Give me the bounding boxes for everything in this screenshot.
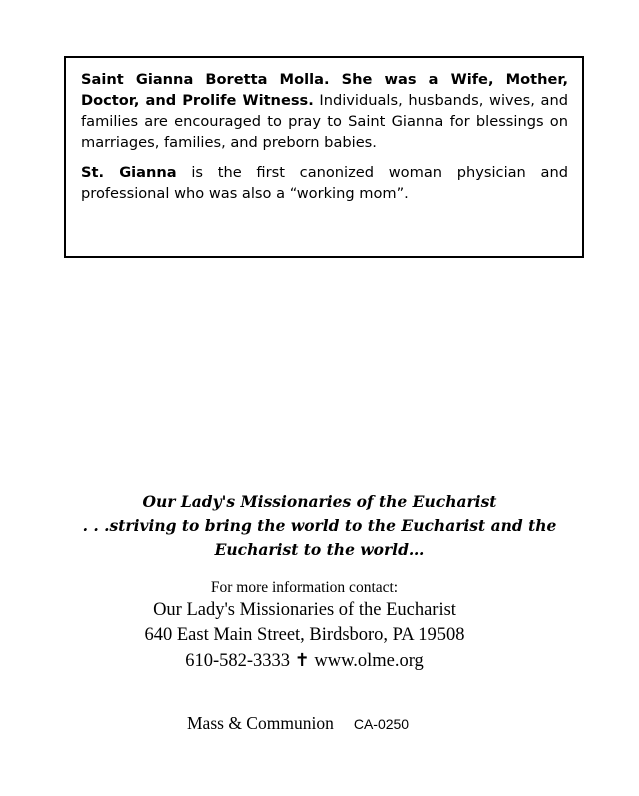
contact-phone-web (0, 648, 609, 674)
contact-lead: For more information contact: (210, 579, 399, 596)
saint-info-box (64, 56, 584, 258)
info-paragraph-1-body: Individuals, husbands, wives, and families are encouraged to pray to Saint Gianna for blessings on marriages, families, and preborn babies. (81, 92, 568, 151)
info-paragraph-1-heading: Saint Gianna Boretta Molla. She was a Wife, Mother, Doctor, and Prolife Witness. (81, 71, 568, 109)
contact-phone: 610-582-3333 (185, 651, 291, 671)
mission-line-3: Eucharist to the world… (214, 540, 425, 559)
footer (187, 713, 409, 734)
card-code: CA-0250 (353, 716, 410, 732)
mission-statement (0, 490, 639, 562)
card-title: Mass & Communion (187, 713, 334, 733)
mission-line-1: Our Lady's Missionaries of the Eucharist (142, 492, 497, 511)
info-paragraph-2-heading: St. Gianna (81, 164, 177, 181)
cross-icon: ✝ (294, 650, 310, 671)
info-paragraph-1 (81, 69, 568, 153)
info-paragraph-2-body: is the first canonized woman physician and professional who was also a “working mom”. (81, 164, 568, 202)
contact-address: 640 East Main Street, Birdsboro, PA 19508 (144, 625, 465, 645)
mission-line-2: . . .striving to bring the world to the Eucharist and the (82, 516, 557, 535)
contact-website[interactable]: www.olme.org (314, 651, 424, 671)
info-paragraph-2 (81, 162, 568, 204)
contact-org: Our Lady's Missionaries of the Eucharist (153, 600, 456, 620)
contact-block (0, 578, 609, 674)
